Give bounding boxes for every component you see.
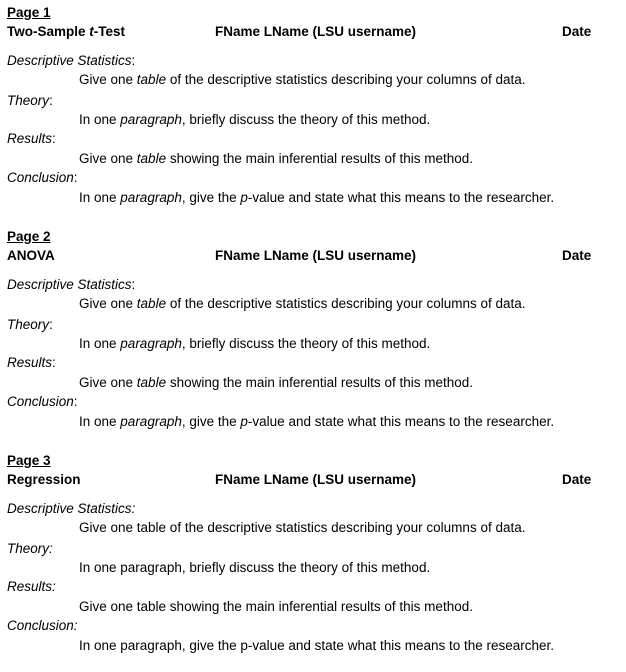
test-name bbox=[7, 248, 55, 264]
instruction-part: , briefly discuss the theory of this method. bbox=[181, 336, 431, 351]
test-name bbox=[7, 472, 81, 488]
results-label bbox=[7, 579, 56, 595]
page-3-section bbox=[0, 448, 626, 672]
descriptive-statistics-label bbox=[7, 53, 135, 69]
instruction-part: -value and state what this means to the researcher. bbox=[247, 190, 555, 205]
instruction-part: of the descriptive statistics describing your columns of data. bbox=[166, 72, 526, 87]
theory-label bbox=[7, 317, 53, 333]
instruction-part: , give the bbox=[181, 414, 241, 429]
page-1-section bbox=[0, 0, 626, 224]
author-name: FName LName (LSU username) bbox=[215, 24, 417, 39]
instruction-part: Give one table of the descriptive statistics describing your columns of data. bbox=[79, 520, 526, 535]
label-text: Results: bbox=[7, 579, 56, 594]
results-instruction bbox=[79, 599, 473, 615]
label-text: Descriptive Statistics: bbox=[7, 501, 136, 516]
test-name-part: Two-Sample bbox=[7, 24, 90, 39]
test-name-part: ANOVA bbox=[7, 248, 55, 263]
date-label: Date bbox=[562, 472, 592, 487]
descriptive-statistics-instruction bbox=[79, 72, 526, 88]
label-text: Results bbox=[7, 355, 53, 370]
label-suffix: : bbox=[73, 170, 78, 185]
test-name-part: Regression bbox=[7, 472, 81, 487]
test-name-part: -Test bbox=[93, 24, 126, 39]
descriptive-statistics-label bbox=[7, 501, 135, 517]
label-suffix: : bbox=[49, 93, 53, 108]
author-name: FName LName (LSU username) bbox=[215, 472, 417, 487]
instruction-part: In one bbox=[79, 190, 121, 205]
test-name-part: t bbox=[89, 24, 94, 39]
author-name: FName LName (LSU username) bbox=[215, 248, 417, 263]
instruction-part: Give one bbox=[79, 296, 137, 311]
instruction-part: In one bbox=[79, 336, 121, 351]
instruction-part: p bbox=[240, 414, 248, 429]
date-label: Date bbox=[562, 248, 592, 263]
instruction-part: showing the main inferential results of this method. bbox=[166, 375, 473, 390]
instruction-part: paragraph bbox=[120, 336, 182, 351]
instruction-part: table bbox=[136, 72, 167, 87]
label-text: Conclusion bbox=[7, 394, 74, 409]
page-2-section bbox=[0, 224, 626, 448]
label-suffix: : bbox=[52, 355, 56, 370]
instruction-part: table bbox=[136, 151, 167, 166]
conclusion-label bbox=[7, 170, 78, 186]
label-suffix: : bbox=[73, 394, 78, 409]
instruction-part: Give one table showing the main inferential results of this method. bbox=[79, 599, 473, 614]
instruction-part: showing the main inferential results of this method. bbox=[166, 151, 473, 166]
label-text: Descriptive Statistics bbox=[7, 277, 132, 292]
label-text: Conclusion bbox=[7, 170, 74, 185]
theory-instruction bbox=[79, 560, 430, 576]
theory-instruction bbox=[79, 336, 430, 352]
label-text: Theory bbox=[7, 93, 50, 108]
label-text: Descriptive Statistics bbox=[7, 53, 132, 68]
instruction-part: of the descriptive statistics describing your columns of data. bbox=[166, 296, 526, 311]
instruction-part: table bbox=[136, 296, 167, 311]
label-text: Conclusion: bbox=[7, 618, 78, 633]
instruction-part: p bbox=[240, 190, 248, 205]
page-label: Page 1 bbox=[7, 5, 51, 20]
theory-label bbox=[7, 93, 53, 109]
label-text: Theory bbox=[7, 317, 50, 332]
instruction-part: , give the bbox=[181, 190, 241, 205]
results-label bbox=[7, 355, 56, 371]
theory-label bbox=[7, 541, 53, 557]
results-instruction bbox=[79, 375, 473, 391]
instruction-part: Give one bbox=[79, 72, 137, 87]
results-instruction bbox=[79, 151, 473, 167]
instruction-part: paragraph bbox=[120, 190, 182, 205]
conclusion-label bbox=[7, 394, 78, 410]
label-text: Results bbox=[7, 131, 53, 146]
conclusion-instruction bbox=[79, 638, 554, 654]
page-label: Page 3 bbox=[7, 453, 51, 468]
theory-instruction bbox=[79, 112, 430, 128]
instruction-part: In one bbox=[79, 112, 121, 127]
instruction-part: In one paragraph, briefly discuss the theory of this method. bbox=[79, 560, 431, 575]
label-suffix: : bbox=[49, 317, 53, 332]
conclusion-instruction bbox=[79, 190, 554, 206]
conclusion-label bbox=[7, 618, 78, 634]
instruction-part: In one paragraph, give the p-value and state what this means to the researcher. bbox=[79, 638, 555, 653]
descriptive-statistics-instruction bbox=[79, 520, 525, 536]
date-label: Date bbox=[562, 24, 592, 39]
label-suffix: : bbox=[52, 131, 56, 146]
label-suffix: : bbox=[131, 277, 136, 292]
instruction-part: paragraph bbox=[120, 112, 182, 127]
instruction-part: paragraph bbox=[120, 414, 182, 429]
instruction-part: table bbox=[136, 375, 167, 390]
instruction-part: Give one bbox=[79, 151, 137, 166]
label-suffix: : bbox=[131, 53, 136, 68]
instruction-part: In one bbox=[79, 414, 121, 429]
instruction-part: Give one bbox=[79, 375, 137, 390]
conclusion-instruction bbox=[79, 414, 554, 430]
instruction-part: -value and state what this means to the researcher. bbox=[247, 414, 555, 429]
page-label: Page 2 bbox=[7, 229, 51, 244]
label-text: Theory: bbox=[7, 541, 53, 556]
descriptive-statistics-instruction bbox=[79, 296, 526, 312]
results-label bbox=[7, 131, 56, 147]
test-name bbox=[7, 24, 125, 40]
descriptive-statistics-label bbox=[7, 277, 135, 293]
instruction-part: , briefly discuss the theory of this method. bbox=[181, 112, 431, 127]
